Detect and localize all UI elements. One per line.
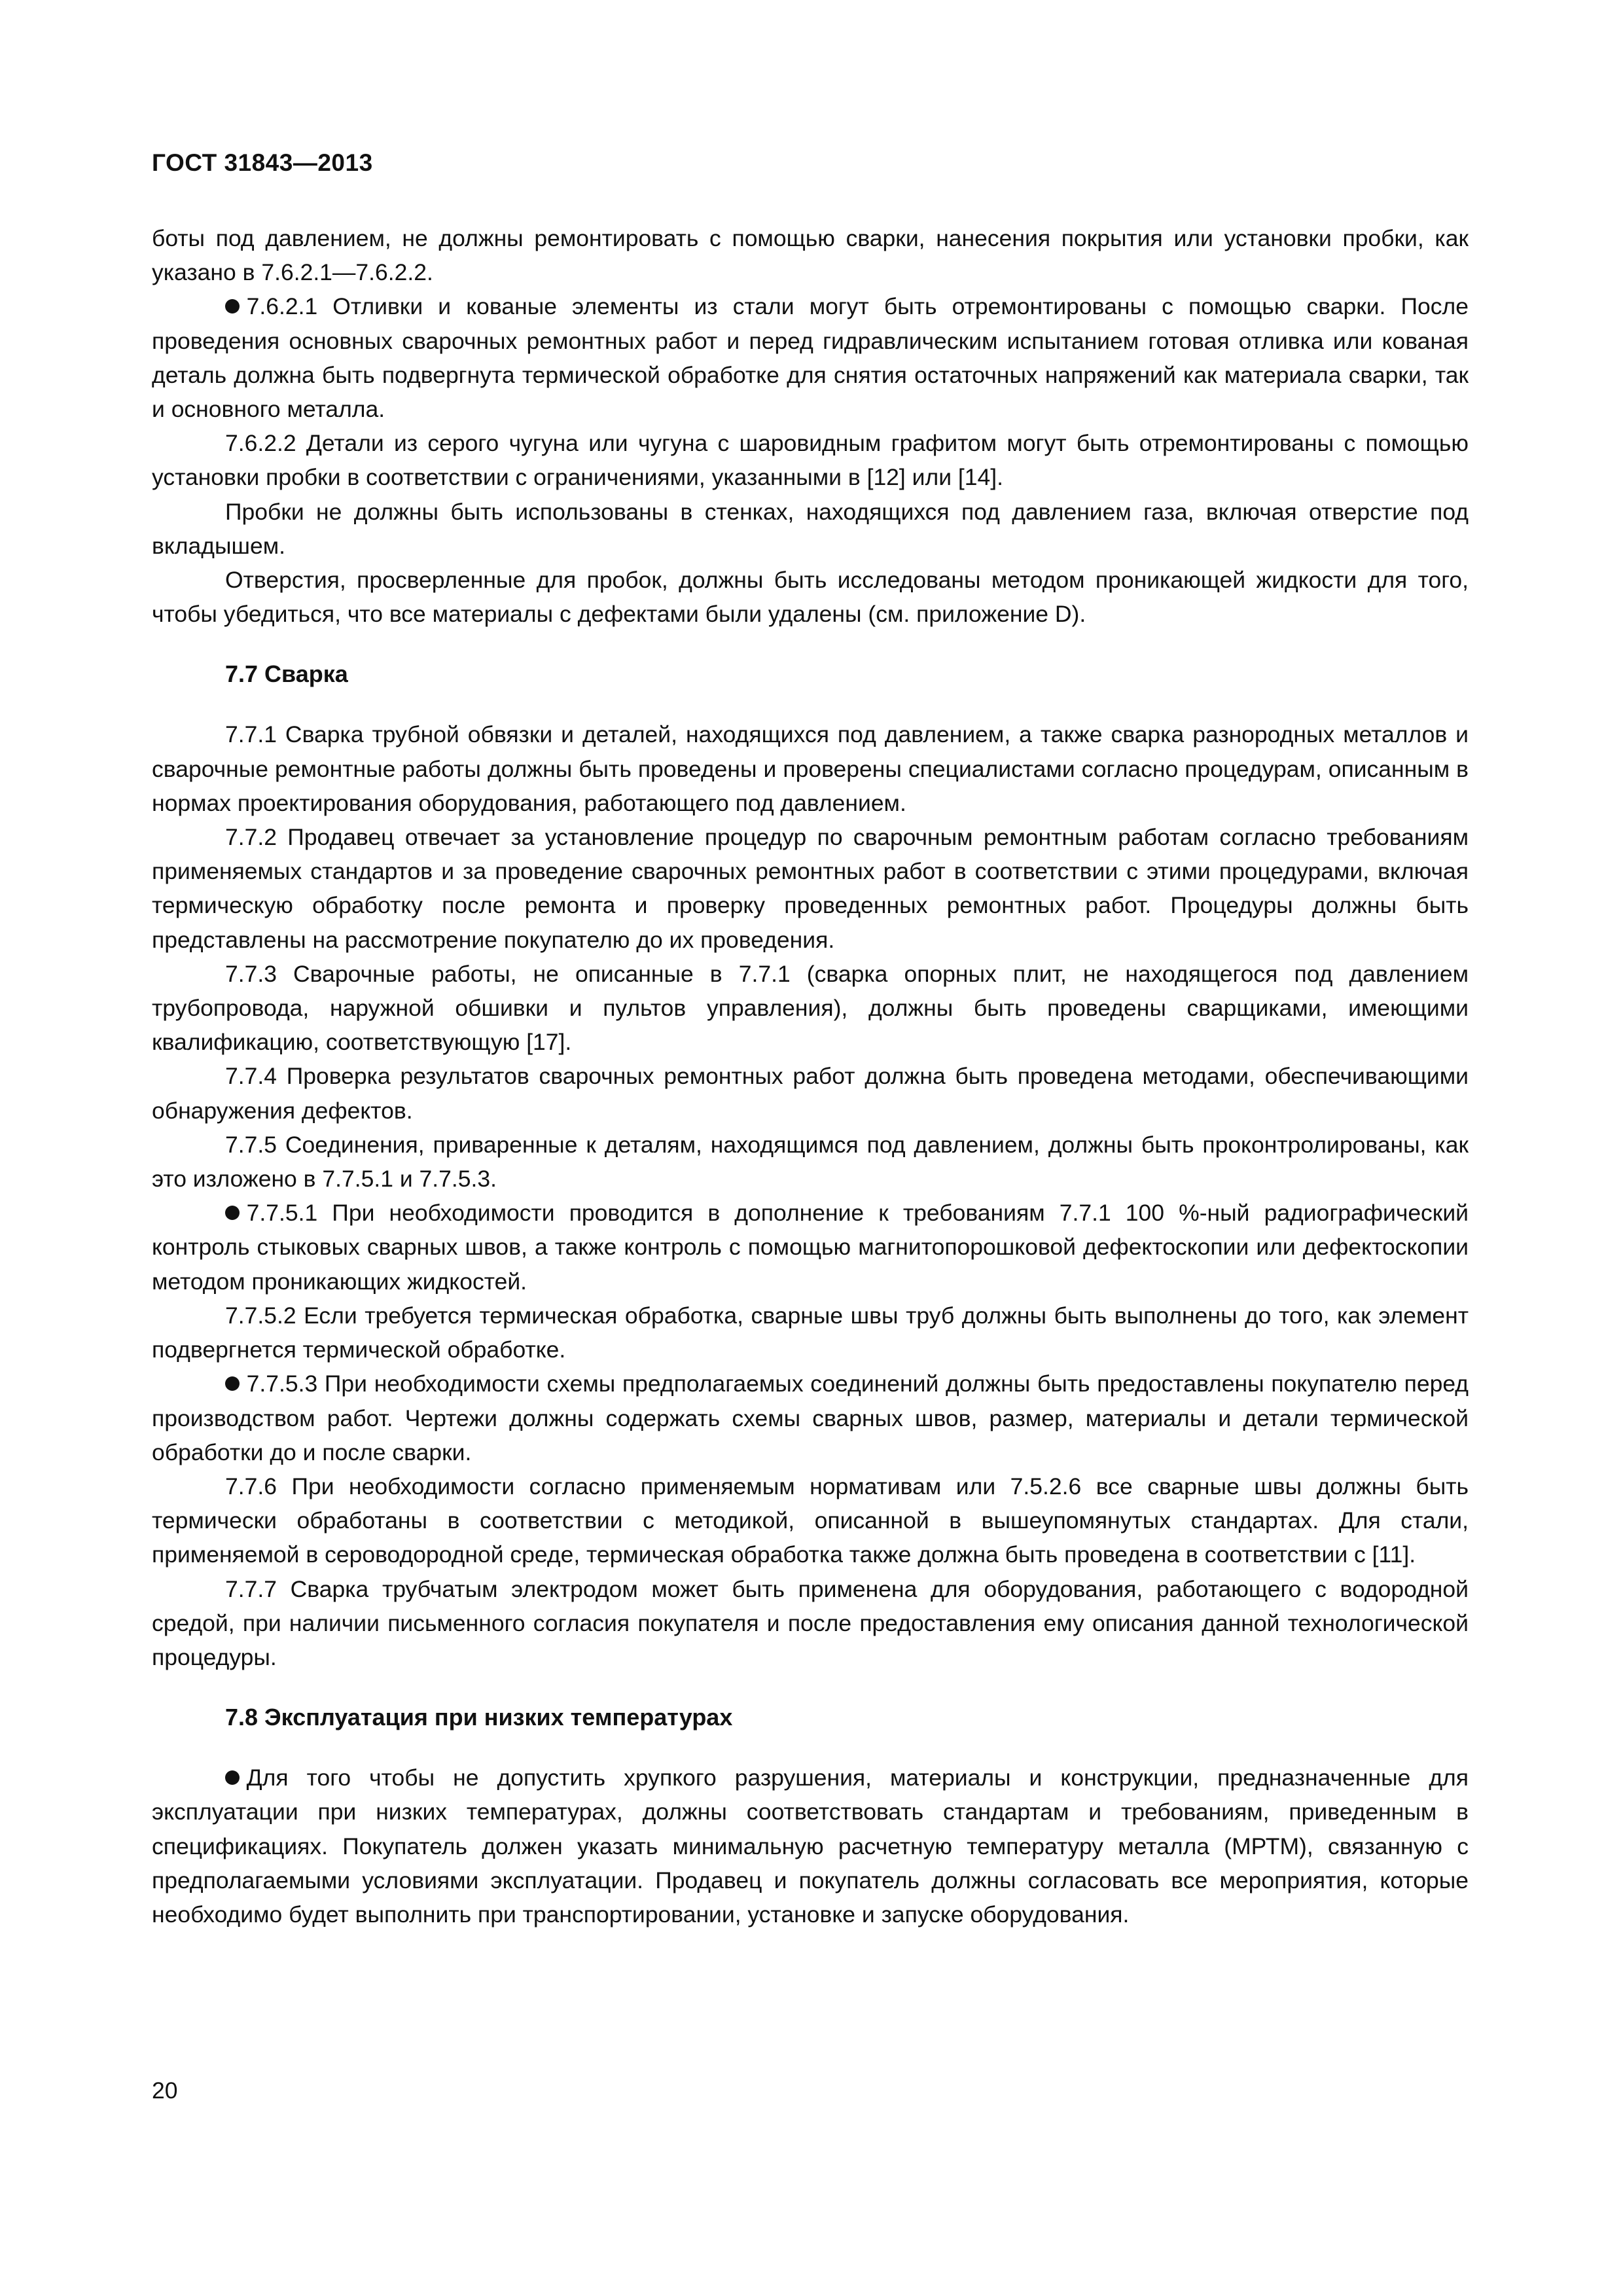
paragraph-7-7-5-3	[152, 1367, 1469, 1469]
paragraph-plugs: Пробки не должны быть использованы в стенках, находящихся под давлением газа, включая отверстие под вкладышем.	[152, 498, 1469, 559]
page-header: ГОСТ 31843—2013	[152, 149, 373, 176]
paragraph-text: 7.7.5.1 При необходимости проводится в дополнение к требованиям 7.7.1 100 %-ный радиографический контроль стыковых сварных швов, а также контроль с помощью магнитопорошковой дефектоскопии или дефектоскопии методом проникающих жидкостей.	[152, 1200, 1469, 1295]
paragraph-continuation: боты под давлением, не должны ремонтировать с помощью сварки, нанесения покрытия или установки пробки, как указано в 7.6.2.1—7.6.2.2.	[152, 225, 1469, 286]
section-heading-7-7: 7.7 Сварка	[225, 660, 348, 688]
paragraph-7-6-2-2: 7.6.2.2 Детали из серого чугуна или чугуна с шаровидным графитом могут быть отремонтированы с помощью установки пробки в соответствии с ограничениями, указанными в [12] или [14].	[152, 430, 1469, 491]
paragraph-7-7-2: 7.7.2 Продавец отвечает за установление процедур по сварочным ремонтным работам согласно требованиям применяемых стандартов и за проведение сварочных ремонтных работ в соответствии с этими процедурами, включая термическую обработку после ремонта и проверку проведенных ремонтных работ. Процедуры должны быть представлены на рассмотрение покупателю до их проведения.	[152, 824, 1469, 953]
bullet-icon	[225, 1770, 240, 1785]
page-number: 20	[152, 2077, 178, 2104]
paragraph-7-7-5-1	[152, 1196, 1469, 1299]
paragraph-7-8	[152, 1761, 1469, 1931]
bullet-icon	[225, 1376, 240, 1391]
paragraph-text: 7.6.2.1 Отливки и кованые элементы из стали могут быть отремонтированы с помощью сварки. После проведения основных сварочных ремонтных работ и перед гидравлическим испытанием готовая отливка или кованая деталь должна быть подвергнута термической обработке для снятия остаточных напряжений как материала сварки, так и основного металла.	[152, 293, 1469, 423]
bullet-icon	[225, 1206, 240, 1220]
paragraph-7-7-1: 7.7.1 Сварка трубной обвязки и деталей, находящихся под давлением, а также сварка разнородных металлов и сварочные ремонтные работы должны быть проведены и проверены специалистами согласно процедурам, описанным в нормах проектирования оборудования, работающего под давлением.	[152, 721, 1469, 816]
section-heading-7-8: 7.8 Эксплуатация при низких температурах	[225, 1704, 733, 1731]
paragraph-7-7-3: 7.7.3 Сварочные работы, не описанные в 7.7.1 (сварка опорных плит, не находящегося под давлением трубопровода, наружной обшивки и пультов управления), должны быть проведены сварщиками, имеющими квалификацию, соответствующую [17].	[152, 960, 1469, 1056]
bullet-icon	[225, 299, 240, 314]
paragraph-holes: Отверстия, просверленные для пробок, должны быть исследованы методом проникающей жидкости для того, чтобы убедиться, что все материалы с дефектами были удалены (см. приложение D).	[152, 567, 1469, 628]
paragraph-7-7-4: 7.7.4 Проверка результатов сварочных ремонтных работ должна быть проведена методами, обеспечивающими обнаружения дефектов.	[152, 1063, 1469, 1124]
document-body	[152, 221, 1469, 1931]
paragraph-7-7-5-2: 7.7.5.2 Если требуется термическая обработка, сварные швы труб должны быть выполнены до того, как элемент подвергнется термической обработке.	[152, 1302, 1469, 1363]
paragraph-7-6-2-1	[152, 289, 1469, 426]
paragraph-text: 7.7.5.3 При необходимости схемы предполагаемых соединений должны быть предоставлены покупателю перед производством работ. Чертежи должны содержать схемы сварных швов, размер, материалы и детали термической обработки до и после сварки.	[152, 1371, 1469, 1465]
paragraph-7-7-6: 7.7.6 При необходимости согласно применяемым нормативам или 7.5.2.6 все сварные швы должны быть термически обработаны в соответствии с методикой, описанной в вышеупомянутых стандартах. Для стали, применяемой в сероводородной среде, термическая обработка также должна быть проведена в соответствии с [11].	[152, 1473, 1469, 1568]
paragraph-7-7-7: 7.7.7 Сварка трубчатым электродом может быть применена для оборудования, работающего с водородной средой, при наличии письменного согласия покупателя и после предоставления ему описания данной технологической процедуры.	[152, 1575, 1469, 1670]
paragraph-7-7-5: 7.7.5 Соединения, приваренные к деталям, находящимся под давлением, должны быть проконтролированы, как это изложено в 7.7.5.1 и 7.7.5.3.	[152, 1131, 1469, 1193]
paragraph-text: Для того чтобы не допустить хрупкого разрушения, материалы и конструкции, предназначенные для эксплуатации при низких температурах, должны соответствовать стандартам и требованиям, приведенным в спецификациях. Покупатель должен указать минимальную расчетную температуру металла (МРТМ), связанную с предполагаемыми условиями эксплуатации. Продавец и покупатель должны согласовать все мероприятия, которые необходимо будет выполнить при транспортировании, установке и запуске оборудования.	[152, 1765, 1469, 1928]
